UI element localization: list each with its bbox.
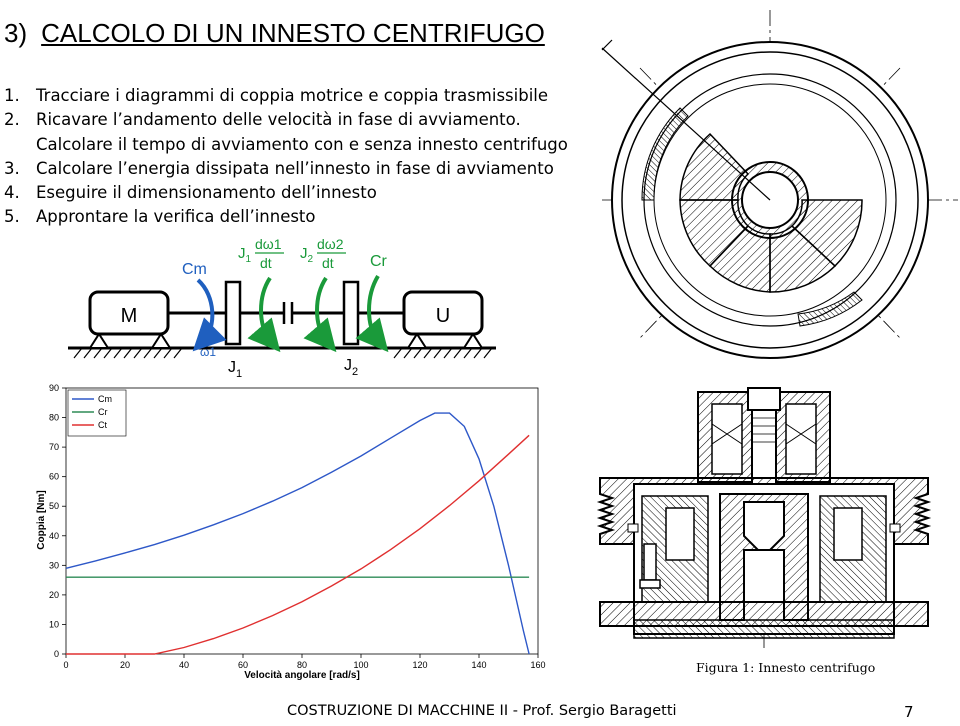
drive-schematic (60, 236, 510, 386)
plot-frame (66, 388, 538, 654)
cr-arrow (369, 276, 378, 340)
list-item: 5. Approntare la verifica dell’innesto (4, 207, 316, 227)
clutch-section-view (594, 384, 944, 654)
series-line-cm (66, 413, 529, 654)
x-tick-label: 40 (178, 660, 190, 670)
flywheel-j1 (226, 282, 240, 344)
page-number: 7 (904, 703, 914, 721)
list-item: 1. Tracciare i diagrammi di coppia motrice e coppia trasmissibile (4, 86, 549, 105)
title-number: 3) (4, 18, 28, 48)
j2-label: $J_2$ (344, 357, 359, 378)
y-tick-label: 10 (48, 619, 59, 630)
domega1-label: dω1 (255, 236, 282, 252)
x-tick-label: 160 (530, 660, 546, 670)
legend-label: Ct (98, 420, 107, 430)
slide-title (4, 18, 545, 49)
j2-top: $J_2$ (300, 245, 314, 265)
torque-chart (30, 378, 550, 683)
x-tick-label: 140 (471, 660, 487, 670)
j1-arrow (261, 278, 270, 340)
series-line-ct (66, 435, 529, 654)
y-tick-label: 90 (48, 383, 59, 393)
y-tick-label: 20 (48, 589, 59, 600)
list-item: 3. Calcolare l’energia dissipata nell’innesto in fase di avviamento (4, 158, 554, 178)
x-tick-label: 20 (119, 660, 131, 670)
task-list (4, 84, 568, 230)
legend-label: Cm (98, 394, 112, 404)
y-tick-label: 80 (48, 412, 59, 423)
y-tick-label: 60 (48, 471, 59, 482)
list-item: 4. Eseguire il dimensionamento dell’innesto (4, 183, 377, 203)
figure-caption: Figura 1: Innesto centrifugo (696, 660, 876, 675)
x-tick-label: 120 (412, 660, 428, 670)
x-tick-label: 0 (63, 660, 69, 670)
clutch-front-view (600, 8, 960, 360)
y-tick-label: 40 (48, 530, 59, 541)
x-tick-label: 100 (353, 660, 369, 670)
list-item: Calcolare il tempo di avviamento con e senza innesto centrifugo (36, 134, 568, 154)
legend-box (68, 390, 126, 436)
dt1-label: dt (260, 255, 272, 271)
y-tick-label: 70 (48, 442, 59, 453)
y-tick-label: 50 (48, 501, 59, 512)
domega2-label: dω2 (317, 236, 344, 252)
footer-text: COSTRUZIONE DI MACCHINE II - Prof. Sergio Baragetti (287, 703, 677, 719)
cm-arrow (198, 280, 212, 340)
x-tick-label: 80 (296, 660, 308, 670)
chart-ylabel: Coppia [Nm] (36, 490, 47, 550)
user-label: U (435, 305, 451, 327)
y-tick-label: 30 (48, 560, 59, 571)
chart-xlabel: Velocità angolare [rad/s] (244, 670, 360, 681)
title-text: CALCOLO DI UN INNESTO CENTRIFUGO (41, 18, 545, 48)
j2-arrow (317, 278, 326, 340)
j1-top: $J_1$ (238, 245, 252, 265)
dt2-label: dt (322, 255, 334, 271)
x-tick-label: 60 (237, 660, 249, 670)
cr-label: Cr (370, 253, 387, 270)
flywheel-j2 (344, 282, 358, 344)
j1-label: $J_1$ (228, 359, 243, 380)
list-item: 2. Ricavare l’andamento delle velocità in fase di avviamento. (4, 110, 521, 130)
y-tick-label: 0 (53, 649, 59, 659)
legend-label: Cr (98, 407, 108, 417)
omega1-label: ω1 (200, 345, 217, 359)
motor-label: M (120, 305, 138, 327)
cm-label: Cm (182, 261, 207, 278)
